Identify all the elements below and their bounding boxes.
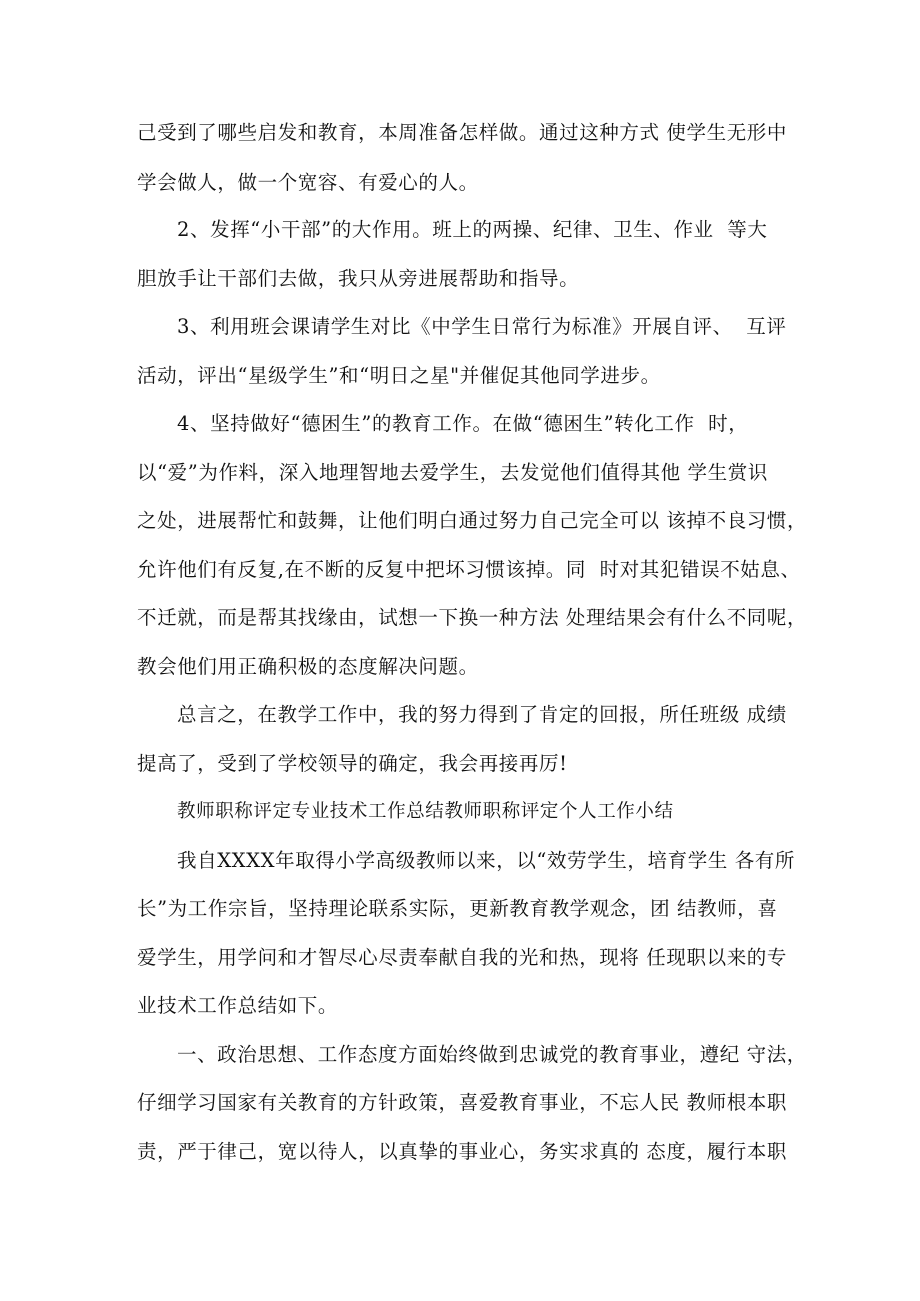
text-line: 总言之，在教学工作中，我的努力得到了肯定的回报，所任班级 成绩	[177, 703, 787, 726]
text-line: 4、坚持做好“德困生”的教育工作。在做“德困生”转化工作 时，	[177, 412, 749, 435]
text-line: 爱学生，用学问和才智尽心尽责奉献自我的光和热，现将 任现职以来的专	[137, 946, 787, 969]
text-line: 教会他们用正确积极的态度解决问题。	[137, 655, 479, 678]
text-line: 活动，评出“星级学生”和“明日之星"并催促其他同学进步。	[137, 364, 661, 387]
text-line: 提高了，受到了学校领导的确定，我会再接再厉!	[137, 752, 568, 775]
text-line: 以“爱”为作料，深入地理智地去爱学生，去发觉他们值得其他 学生赏识	[137, 461, 768, 484]
text-line: 学会做人，做一个宽容、有爱心的人。	[137, 171, 479, 194]
text-line: 长”为工作宗旨，坚持理论联系实际，更新教育教学观念，团 结教师，喜	[137, 897, 778, 920]
text-line: 3、利用班会课请学生对比《中学生日常行为标准》开展自评、 互评	[177, 315, 787, 338]
text-line: 仔细学习国家有关教育的方针政策，喜爱教育事业，不忘人民 教师根本职	[137, 1091, 787, 1114]
text-line: 己受到了哪些启发和教育，本周准备怎样做。通过这种方式 使学生无形中	[137, 121, 787, 144]
text-line: 允许他们有反复,在不断的反复中把坏习惯该掉。同 时对其犯错误不姑息、	[137, 558, 801, 581]
section-title: 教师职称评定专业技术工作总结教师职称评定个人工作小结	[177, 801, 674, 822]
text-line: 2、发挥“小干部”的大作用。班上的两操、纪律、卫生、作业 等大	[177, 218, 768, 241]
text-line: 我自XXXX年取得小学高级教师以来，以“效劳学生，培育学生 各有所	[177, 849, 795, 872]
text-line: 之处，进展帮忙和鼓舞，让他们明白通过努力自己完全可以 该掉不良习惯，	[137, 509, 808, 532]
text-line: 一、政治思想、工作态度方面始终做到忠诚党的教育事业，遵纪 守法，	[177, 1043, 807, 1066]
text-line: 胆放手让干部们去做，我只从旁进展帮助和指导。	[137, 267, 580, 290]
text-line: 责，严于律己，宽以待人，以真挚的事业心，务实求真的 态度，履行本职	[137, 1140, 787, 1163]
text-line: 不迁就，而是帮其找缘由，试想一下换一种方法 处理结果会有什么不同呢，	[137, 606, 808, 629]
text-line: 业技术工作总结如下。	[137, 994, 339, 1017]
